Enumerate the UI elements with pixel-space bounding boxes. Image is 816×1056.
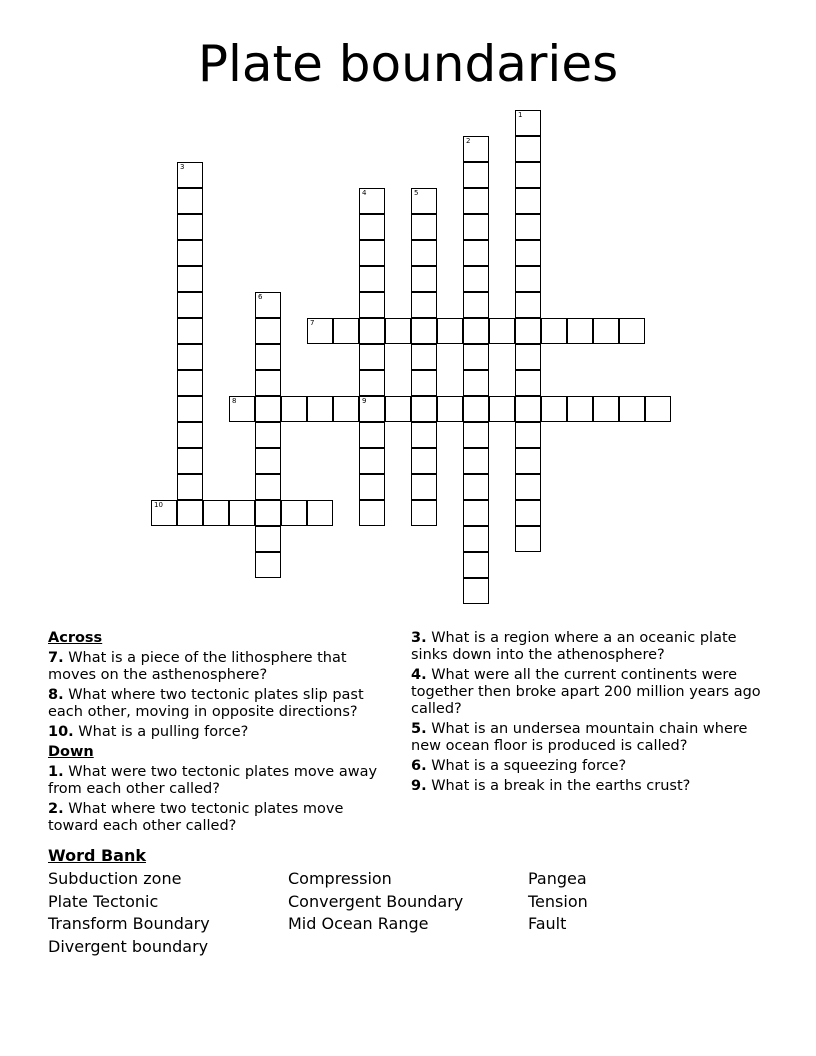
crossword-cell[interactable] (177, 240, 203, 266)
crossword-cell[interactable] (463, 526, 489, 552)
crossword-cell[interactable] (463, 292, 489, 318)
crossword-cell[interactable] (255, 552, 281, 578)
crossword-cell[interactable] (177, 344, 203, 370)
crossword-cell[interactable] (177, 318, 203, 344)
word-bank-item: Mid Ocean Range (288, 914, 429, 934)
crossword-cell[interactable] (437, 318, 463, 344)
crossword-cell[interactable] (541, 318, 567, 344)
crossword-cell[interactable] (463, 162, 489, 188)
crossword-cell[interactable] (437, 396, 463, 422)
crossword-cell[interactable] (463, 344, 489, 370)
clue-down-9: 9. What is a break in the earths crust? (411, 778, 691, 794)
crossword-cell[interactable] (359, 292, 385, 318)
clue-across-8: 8. What where two tectonic plates slip past each other, moving in opposite directions? (48, 687, 364, 720)
crossword-cell[interactable] (515, 344, 541, 370)
crossword-cell[interactable] (411, 188, 437, 214)
crossword-cell[interactable] (359, 370, 385, 396)
crossword-cell[interactable] (177, 474, 203, 500)
crossword-cell[interactable] (463, 552, 489, 578)
crossword-cell[interactable] (177, 214, 203, 240)
crossword-cell[interactable] (177, 370, 203, 396)
crossword-cell[interactable] (333, 396, 359, 422)
crossword-cell[interactable] (515, 370, 541, 396)
crossword-cell[interactable] (463, 396, 489, 422)
crossword-cell[interactable] (593, 318, 619, 344)
crossword-cell[interactable] (411, 448, 437, 474)
crossword-cell[interactable] (229, 500, 255, 526)
crossword-cell[interactable] (255, 318, 281, 344)
crossword-cell[interactable] (567, 318, 593, 344)
crossword-cell[interactable] (255, 370, 281, 396)
crossword-cell[interactable] (515, 474, 541, 500)
crossword-cell[interactable] (593, 396, 619, 422)
crossword-cell[interactable] (177, 448, 203, 474)
crossword-cell[interactable] (359, 422, 385, 448)
clue-number-label: 3 (180, 163, 185, 171)
word-bank-column-1 (48, 868, 210, 958)
crossword-cell[interactable] (463, 370, 489, 396)
crossword-cell[interactable] (411, 422, 437, 448)
crossword-cell[interactable] (255, 396, 281, 422)
crossword-cell[interactable] (515, 292, 541, 318)
crossword-cell[interactable] (515, 396, 541, 422)
crossword-cell[interactable] (463, 474, 489, 500)
crossword-cell[interactable] (515, 188, 541, 214)
crossword-cell[interactable] (281, 396, 307, 422)
crossword-cell[interactable] (307, 396, 333, 422)
clue-across-10: 10. What is a pulling force? (48, 724, 249, 740)
crossword-cell[interactable] (463, 188, 489, 214)
crossword-cell[interactable] (385, 396, 411, 422)
crossword-cell[interactable] (411, 344, 437, 370)
clue-down-2: 2. What where two tectonic plates move toward each other called? (48, 801, 344, 834)
clue-down-4: 4. What were all the current continents were together then broke apart 200 million years ago called? (411, 667, 761, 717)
clue-number-label: 1 (518, 111, 523, 119)
clue-number-label: 6 (258, 293, 263, 301)
crossword-cell[interactable] (359, 318, 385, 344)
crossword-cell[interactable] (307, 318, 333, 344)
crossword-cell[interactable] (515, 422, 541, 448)
crossword-cell[interactable] (255, 474, 281, 500)
crossword-cell[interactable] (515, 266, 541, 292)
crossword-cell[interactable] (177, 162, 203, 188)
crossword-cell[interactable] (359, 214, 385, 240)
crossword-cell[interactable] (463, 578, 489, 604)
word-bank-column-2 (288, 868, 463, 936)
crossword-cell[interactable] (359, 474, 385, 500)
clue-down-3: 3. What is a region where a an oceanic plate sinks down into the athenosphere? (411, 630, 737, 663)
crossword-cell[interactable] (463, 214, 489, 240)
crossword-cell[interactable] (151, 500, 177, 526)
crossword-cell[interactable] (411, 266, 437, 292)
crossword-cell[interactable] (177, 422, 203, 448)
crossword-cell[interactable] (255, 526, 281, 552)
crossword-cell[interactable] (515, 110, 541, 136)
crossword-cell[interactable] (359, 188, 385, 214)
word-bank-item: Divergent boundary (48, 936, 209, 956)
crossword-cell[interactable] (463, 240, 489, 266)
crossword-cell[interactable] (619, 318, 645, 344)
crossword-cell[interactable] (177, 266, 203, 292)
clue-number-label: 9 (362, 397, 367, 405)
word-bank-item: Pangea (528, 869, 587, 888)
crossword-cell[interactable] (359, 448, 385, 474)
crossword-cell[interactable] (411, 500, 437, 526)
crossword-cell[interactable] (515, 500, 541, 526)
crossword-cell[interactable] (411, 240, 437, 266)
crossword-cell[interactable] (359, 240, 385, 266)
crossword-cell[interactable] (307, 500, 333, 526)
word-bank-item: Compression (288, 869, 392, 888)
crossword-cell[interactable] (515, 136, 541, 162)
clue-number-label: 5 (414, 189, 419, 197)
crossword-cell[interactable] (333, 318, 359, 344)
crossword-cell[interactable] (359, 396, 385, 422)
crossword-cell[interactable] (515, 318, 541, 344)
crossword-cell[interactable] (177, 188, 203, 214)
word-bank-item: Convergent Boundary (288, 891, 464, 911)
clue-number-label: 10 (154, 501, 163, 509)
crossword-cell[interactable] (515, 162, 541, 188)
crossword-cell[interactable] (359, 500, 385, 526)
crossword-cell[interactable] (515, 526, 541, 552)
crossword-cell[interactable] (515, 448, 541, 474)
crossword-cell[interactable] (203, 500, 229, 526)
crossword-cell[interactable] (229, 396, 255, 422)
word-bank-item: Tension (528, 891, 588, 911)
crossword-cell[interactable] (255, 500, 281, 526)
crossword-cell[interactable] (463, 266, 489, 292)
clue-number-label: 8 (232, 397, 237, 405)
across-heading: Across (48, 630, 103, 646)
crossword-cell[interactable] (281, 500, 307, 526)
crossword-cell[interactable] (463, 448, 489, 474)
crossword-cell[interactable] (619, 396, 645, 422)
word-bank-item: Plate Tectonic (48, 891, 159, 911)
crossword-cell[interactable] (177, 292, 203, 318)
crossword-cell[interactable] (359, 266, 385, 292)
crossword-cell[interactable] (489, 318, 515, 344)
crossword-cell[interactable] (177, 396, 203, 422)
word-bank-title: Word Bank (48, 846, 147, 865)
page-title: Plate boundaries (197, 35, 619, 93)
crossword-cell[interactable] (645, 396, 671, 422)
word-bank-item: Fault (528, 914, 567, 934)
crossword-cell[interactable] (463, 318, 489, 344)
clue-down-5: 5. What is an undersea mountain chain where new ocean floor is produced is called? (411, 721, 748, 754)
crossword-cell[interactable] (463, 136, 489, 162)
word-bank-item: Subduction zone (48, 869, 182, 888)
clue-number-label: 2 (466, 137, 471, 145)
crossword-cell[interactable] (255, 448, 281, 474)
crossword-cell[interactable] (411, 396, 437, 422)
crossword-cell[interactable] (255, 344, 281, 370)
crossword-cell[interactable] (411, 214, 437, 240)
crossword-cell[interactable] (359, 344, 385, 370)
clues-right-column (411, 630, 761, 798)
clue-down-1: 1. What were two tectonic plates move away from each other called? (48, 764, 378, 797)
down-heading: Down (48, 744, 94, 760)
clues-left-column (48, 630, 393, 838)
clue-number-label: 4 (362, 189, 367, 197)
crossword-cell[interactable] (411, 292, 437, 318)
clue-number-label: 7 (310, 319, 315, 327)
clue-across-7: 7. What is a piece of the lithosphere that moves on the asthenosphere? (48, 650, 347, 683)
word-bank-column-3 (528, 868, 588, 936)
crossword-cell[interactable] (411, 318, 437, 344)
crossword-cell[interactable] (463, 500, 489, 526)
crossword-cell[interactable] (411, 370, 437, 396)
crossword-cell[interactable] (567, 396, 593, 422)
word-bank-item: Transform Boundary (48, 914, 210, 934)
crossword-cell[interactable] (385, 318, 411, 344)
crossword-cell[interactable] (255, 422, 281, 448)
crossword-cell[interactable] (411, 474, 437, 500)
crossword-cell[interactable] (489, 396, 515, 422)
crossword-cell[interactable] (515, 240, 541, 266)
crossword-cell[interactable] (463, 422, 489, 448)
crossword-cell[interactable] (177, 500, 203, 526)
crossword-cell[interactable] (541, 396, 567, 422)
crossword-cell[interactable] (515, 214, 541, 240)
clue-down-6: 6. What is a squeezing force? (411, 758, 627, 774)
crossword-cell[interactable] (255, 292, 281, 318)
